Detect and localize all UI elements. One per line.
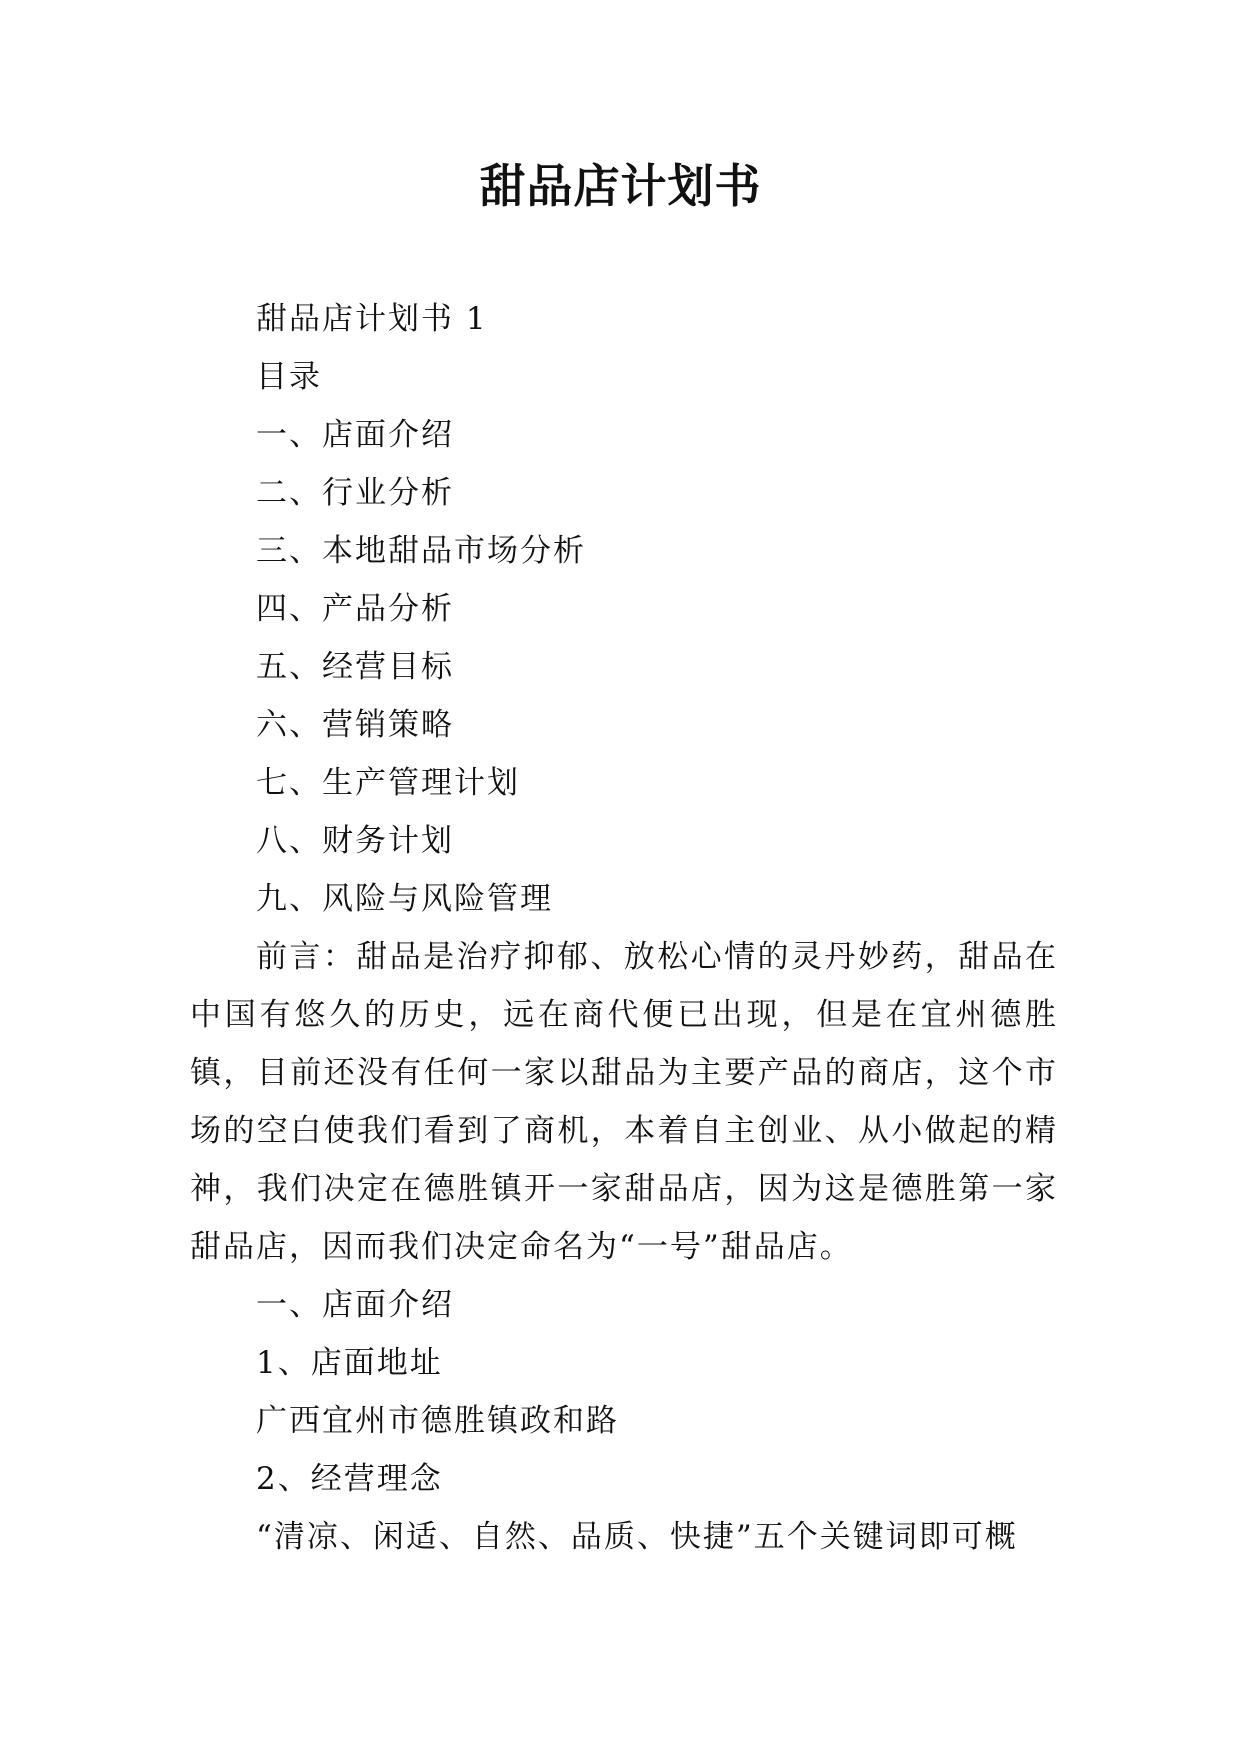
toc-item: 七、生产管理计划 [256,765,520,801]
toc-item: 四、产品分析 [256,591,454,627]
address-text: 广西宜州市德胜镇政和路 [256,1403,619,1439]
toc-item: 八、财务计划 [256,823,454,859]
toc-item: 一、店面介绍 [256,417,454,453]
toc-item: 二、行业分析 [256,475,454,511]
item-heading: 2、经营理念 [256,1461,443,1497]
toc-item: 五、经营目标 [256,649,454,685]
toc-item: 九、风险与风险管理 [256,881,553,917]
concept-text: “清凉、闲适、自然、品质、快捷”五个关键词即可概 [256,1519,1018,1555]
toc-heading: 目录 [256,359,322,395]
section-heading: 一、店面介绍 [256,1287,454,1323]
document-body [190,290,1058,1566]
toc-item: 三、本地甜品市场分析 [256,533,586,569]
document-title: 甜品店计划书 [479,159,762,213]
item-heading: 1、店面地址 [256,1345,443,1381]
toc-item: 六、营销策略 [256,707,454,743]
preface-paragraph: 前言：甜品是治疗抑郁、放松心情的灵丹妙药，甜品在中国有悠久的历史，远在商代便已出现，但是在宜州德胜镇，目前还没有任何一家以甜品为主要产品的商店，这个市场的空白使我们看到了商机，本着自主创业、从小做起的精神，我们决定在德胜镇开一家甜品店，因为这是德胜第一家甜品店，因而我们决定命名为“一号”甜品店。 [190,939,1058,1265]
subtitle: 甜品店计划书 1 [256,301,488,337]
